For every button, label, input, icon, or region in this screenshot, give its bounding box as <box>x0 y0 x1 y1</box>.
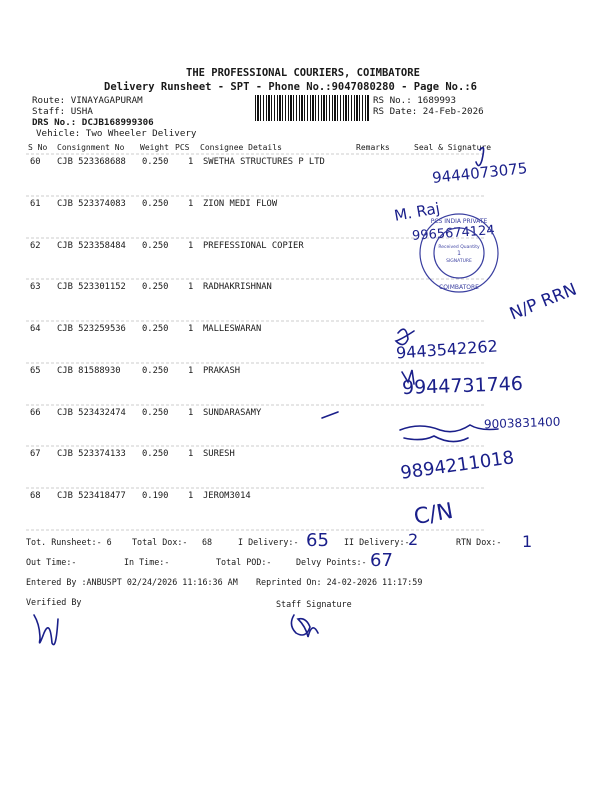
reprinted-on: Reprinted On: 24-02-2026 11:17:59 <box>256 577 423 587</box>
row-pcs: 1 <box>188 157 194 167</box>
row-consignee: PREFESSIONAL COPIER <box>203 241 304 251</box>
row-consignee: SURESH <box>203 449 235 459</box>
svg-text:COIMBATORE: COIMBATORE <box>439 284 479 291</box>
row-consignment: CJB 523301152 <box>57 282 126 292</box>
in-time: In Time:- <box>124 557 170 567</box>
svg-text:SIGNATURE: SIGNATURE <box>446 259 472 264</box>
col-sno: S No <box>28 143 48 152</box>
row-weight: 0.250 <box>142 157 169 167</box>
handwritten-phone: 9894211018 <box>399 447 516 484</box>
row-sno: 67 <box>30 449 41 459</box>
row-pcs: 1 <box>188 324 194 334</box>
svg-text:PCS INDIA PRIVATE: PCS INDIA PRIVATE <box>430 218 488 225</box>
svg-text:1: 1 <box>457 250 461 257</box>
row-weight: 0.250 <box>142 199 169 209</box>
handwritten-phone: 9944731746 <box>401 372 524 400</box>
row-consignment: CJB 523374133 <box>57 449 126 459</box>
handwritten-name: M. Raj <box>392 199 442 225</box>
company-title: THE PROFESSIONAL COURIERS, COIMBATORE <box>186 67 420 79</box>
row-sno: 65 <box>30 366 41 376</box>
delvy-points-label: Delvy Points:- <box>296 557 367 567</box>
row-pcs: 1 <box>188 366 194 376</box>
handwritten-phone: 9003831400 <box>483 414 561 432</box>
row-sno: 60 <box>30 157 41 167</box>
row-consignee: SWETHA STRUCTURES P LTD <box>203 157 325 167</box>
total-pod: Total POD:- <box>216 557 272 567</box>
row-consignment: CJB 523432474 <box>57 408 126 418</box>
verified-by: Verified By <box>26 597 82 607</box>
row-consignee: ZION MEDI FLOW <box>203 199 278 209</box>
col-consignment: Consignment No <box>57 143 125 152</box>
drs-number: DRS No.: DCJB168999306 <box>32 117 154 128</box>
total-dox-value: 68 <box>202 537 213 547</box>
row-consignment: CJB 523418477 <box>57 491 126 501</box>
row-weight: 0.250 <box>142 282 169 292</box>
i-delivery-value: 65 <box>306 530 329 551</box>
staff-signature: Staff Signature <box>276 599 352 609</box>
i-delivery-label: I Delivery:- <box>238 537 299 547</box>
entered-by: Entered By :ANBUSPT 02/24/2026 11:16:36 AM <box>26 577 238 587</box>
runsheet-title: Delivery Runsheet - SPT - Phone No.:9047080280 - Page No.:6 <box>104 81 477 93</box>
row-sno: 64 <box>30 324 41 334</box>
row-pcs: 1 <box>188 491 194 501</box>
handwritten-note: C/N <box>412 498 456 531</box>
out-time: Out Time:- <box>26 557 77 567</box>
ii-delivery-value: 2 <box>408 530 419 549</box>
row-sno: 61 <box>30 199 41 209</box>
row-consignee: JEROM3014 <box>203 491 251 501</box>
row-consignment: CJB 523368688 <box>57 157 126 167</box>
col-pcs: PCS <box>175 143 190 152</box>
company-stamp <box>418 212 500 294</box>
row-weight: 0.250 <box>142 324 169 334</box>
row-pcs: 1 <box>188 408 194 418</box>
rtn-dox-value: 1 <box>522 532 533 551</box>
row-consignee: MALLESWARAN <box>203 324 262 334</box>
svg-text:Received Quantity: Received Quantity <box>438 245 480 250</box>
delvy-points-value: 67 <box>370 550 393 571</box>
row-sno: 66 <box>30 408 41 418</box>
row-weight: 0.250 <box>142 408 169 418</box>
route: Route: VINAYAGAPURAM <box>32 95 143 106</box>
row-consignee: SUNDARASAMY <box>203 408 262 418</box>
rtn-dox-label: RTN Dox:- <box>456 537 502 547</box>
rs-number: RS No.: 1689993 <box>373 95 456 106</box>
handwritten-note: N/P RRN <box>506 279 580 325</box>
vehicle: Vehicle: Two Wheeler Delivery <box>36 128 197 139</box>
row-pcs: 1 <box>188 199 194 209</box>
row-consignee: RADHAKRISHNAN <box>203 282 272 292</box>
total-runsheet: Tot. Runsheet:- 6 <box>26 537 112 547</box>
row-consignment: CJB 523259536 <box>57 324 126 334</box>
total-dox-label: Total Dox:- <box>132 537 188 547</box>
row-pcs: 1 <box>188 241 194 251</box>
handwritten-phone: 9444073075 <box>431 159 529 187</box>
row-consignment: CJB 523374083 <box>57 199 126 209</box>
col-remarks: Remarks <box>356 143 390 152</box>
col-consignee: Consignee Details <box>200 143 282 152</box>
row-weight: 0.250 <box>142 241 169 251</box>
row-pcs: 1 <box>188 282 194 292</box>
row-weight: 0.250 <box>142 449 169 459</box>
row-sno: 68 <box>30 491 41 501</box>
row-consignee: PRAKASH <box>203 366 241 376</box>
row-consignment: CJB 523358484 <box>57 241 126 251</box>
row-weight: 0.250 <box>142 366 169 376</box>
handwritten-phone: 9965674124 <box>411 223 496 244</box>
ii-delivery-label: II Delivery:- <box>344 537 410 547</box>
staff: Staff: USHA <box>32 106 93 117</box>
row-sno: 63 <box>30 282 41 292</box>
row-sno: 62 <box>30 241 41 251</box>
rs-date: RS Date: 24-Feb-2026 <box>373 106 484 117</box>
col-weight: Weight <box>140 143 169 152</box>
row-pcs: 1 <box>188 449 194 459</box>
handwritten-phone: 9443542262 <box>395 336 499 363</box>
row-weight: 0.190 <box>142 491 169 501</box>
col-seal: Seal & Signature <box>414 143 492 152</box>
row-consignment: CJB 81588930 <box>57 366 121 376</box>
